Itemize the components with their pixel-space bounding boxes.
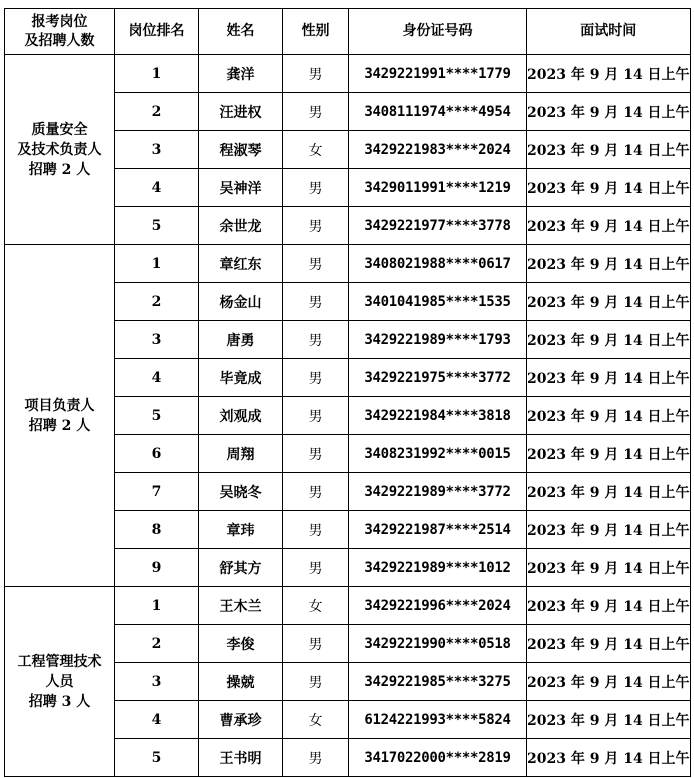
header-name: 姓名: [199, 9, 283, 55]
header-interview-time: 面试时间: [527, 9, 691, 55]
rank-cell: 4: [115, 359, 199, 397]
name-cell: 曹承珍: [199, 701, 283, 739]
name-cell: 杨金山: [199, 283, 283, 321]
interview-time-cell: 2023 年 9 月 14 日上午: [527, 397, 691, 435]
name-cell: 余世龙: [199, 207, 283, 245]
interview-time-cell: 2023 年 9 月 14 日上午: [527, 321, 691, 359]
id-number-cell: 3429011991****1219: [349, 169, 527, 207]
gender-cell: 男: [283, 663, 349, 701]
rank-cell: 3: [115, 663, 199, 701]
gender-cell: 男: [283, 207, 349, 245]
position-group-label-line: 项目负责人: [24, 397, 95, 414]
name-cell: 操兢: [199, 663, 283, 701]
gender-cell: 男: [283, 435, 349, 473]
name-cell: 程淑琴: [199, 131, 283, 169]
id-number-cell: 3429221984****3818: [349, 397, 527, 435]
name-cell: 王木兰: [199, 587, 283, 625]
gender-cell: 男: [283, 511, 349, 549]
rank-cell: 4: [115, 701, 199, 739]
name-cell: 吴晓冬: [199, 473, 283, 511]
name-cell: 刘观成: [199, 397, 283, 435]
interview-time-cell: 2023 年 9 月 14 日上午: [527, 549, 691, 587]
position-group-label-line: 招聘 2 人: [28, 161, 91, 178]
id-number-cell: 3408231992****0015: [349, 435, 527, 473]
rank-cell: 7: [115, 473, 199, 511]
interview-time-cell: 2023 年 9 月 14 日上午: [527, 473, 691, 511]
name-cell: 章玮: [199, 511, 283, 549]
gender-cell: 男: [283, 549, 349, 587]
interview-time-cell: 2023 年 9 月 14 日上午: [527, 435, 691, 473]
name-cell: 王书明: [199, 739, 283, 777]
gender-cell: 男: [283, 93, 349, 131]
position-group-cell: [5, 245, 115, 587]
id-number-cell: 3429221990****0518: [349, 625, 527, 663]
id-number-cell: 3429221985****3275: [349, 663, 527, 701]
gender-cell: 男: [283, 245, 349, 283]
gender-cell: 男: [283, 55, 349, 93]
gender-cell: 女: [283, 131, 349, 169]
interview-time-cell: 2023 年 9 月 14 日上午: [527, 587, 691, 625]
gender-cell: 男: [283, 473, 349, 511]
gender-cell: 男: [283, 283, 349, 321]
gender-cell: 男: [283, 739, 349, 777]
id-number-cell: 3429221987****2514: [349, 511, 527, 549]
position-group-label-line: 及技术负责人: [17, 141, 102, 158]
gender-cell: 男: [283, 321, 349, 359]
interview-time-cell: 2023 年 9 月 14 日上午: [527, 245, 691, 283]
interview-time-cell: 2023 年 9 月 14 日上午: [527, 359, 691, 397]
header-row: [5, 9, 691, 55]
gender-cell: 女: [283, 701, 349, 739]
table-row: [5, 587, 691, 625]
id-number-cell: 3417022000****2819: [349, 739, 527, 777]
header-gender: 性别: [283, 9, 349, 55]
interview-schedule-table: [4, 8, 691, 777]
rank-cell: 3: [115, 321, 199, 359]
interview-time-cell: 2023 年 9 月 14 日上午: [527, 701, 691, 739]
rank-cell: 5: [115, 207, 199, 245]
id-number-cell: 3429221989****1012: [349, 549, 527, 587]
id-number-cell: 3429221975****3772: [349, 359, 527, 397]
interview-time-cell: 2023 年 9 月 14 日上午: [527, 739, 691, 777]
interview-time-cell: 2023 年 9 月 14 日上午: [527, 625, 691, 663]
interview-time-cell: 2023 年 9 月 14 日上午: [527, 169, 691, 207]
id-number-cell: 3429221989****1793: [349, 321, 527, 359]
rank-cell: 2: [115, 283, 199, 321]
position-group-label-line: 人员: [45, 673, 74, 690]
header-position: [5, 9, 115, 55]
header-rank: 岗位排名: [115, 9, 199, 55]
table-row: [5, 245, 691, 283]
id-number-cell: 3429221989****3772: [349, 473, 527, 511]
interview-time-cell: 2023 年 9 月 14 日上午: [527, 131, 691, 169]
name-cell: 李俊: [199, 625, 283, 663]
gender-cell: 女: [283, 587, 349, 625]
id-number-cell: 3429221991****1779: [349, 55, 527, 93]
gender-cell: 男: [283, 397, 349, 435]
position-group-label-line: 工程管理技术: [17, 653, 102, 670]
id-number-cell: 3429221996****2024: [349, 587, 527, 625]
id-number-cell: 6124221993****5824: [349, 701, 527, 739]
name-cell: 周翔: [199, 435, 283, 473]
table-body: [5, 55, 691, 777]
rank-cell: 2: [115, 93, 199, 131]
header-id-number: 身份证号码: [349, 9, 527, 55]
rank-cell: 1: [115, 55, 199, 93]
position-group-label-line: 招聘 3 人: [28, 693, 91, 710]
rank-cell: 1: [115, 587, 199, 625]
interview-time-cell: 2023 年 9 月 14 日上午: [527, 283, 691, 321]
id-number-cell: 3429221983****2024: [349, 131, 527, 169]
name-cell: 龚洋: [199, 55, 283, 93]
name-cell: 吴神洋: [199, 169, 283, 207]
interview-time-cell: 2023 年 9 月 14 日上午: [527, 55, 691, 93]
name-cell: 汪进权: [199, 93, 283, 131]
rank-cell: 6: [115, 435, 199, 473]
gender-cell: 男: [283, 359, 349, 397]
position-group-label-line: 招聘 2 人: [28, 417, 91, 434]
table-row: [5, 55, 691, 93]
position-group-cell: [5, 55, 115, 245]
header-position-line2: 及招聘人数: [24, 32, 95, 49]
rank-cell: 4: [115, 169, 199, 207]
rank-cell: 3: [115, 131, 199, 169]
rank-cell: 1: [115, 245, 199, 283]
id-number-cell: 3408111974****4954: [349, 93, 527, 131]
position-group-label-line: 质量安全: [31, 121, 88, 138]
position-group-cell: [5, 587, 115, 777]
name-cell: 唐勇: [199, 321, 283, 359]
interview-time-cell: 2023 年 9 月 14 日上午: [527, 207, 691, 245]
name-cell: 章红东: [199, 245, 283, 283]
header-position-line1: 报考岗位: [31, 13, 88, 30]
interview-time-cell: 2023 年 9 月 14 日上午: [527, 93, 691, 131]
interview-time-cell: 2023 年 9 月 14 日上午: [527, 663, 691, 701]
rank-cell: 8: [115, 511, 199, 549]
name-cell: 舒其方: [199, 549, 283, 587]
id-number-cell: 3429221977****3778: [349, 207, 527, 245]
rank-cell: 5: [115, 397, 199, 435]
rank-cell: 9: [115, 549, 199, 587]
interview-time-cell: 2023 年 9 月 14 日上午: [527, 511, 691, 549]
id-number-cell: 3401041985****1535: [349, 283, 527, 321]
gender-cell: 男: [283, 625, 349, 663]
rank-cell: 2: [115, 625, 199, 663]
id-number-cell: 3408021988****0617: [349, 245, 527, 283]
rank-cell: 5: [115, 739, 199, 777]
gender-cell: 男: [283, 169, 349, 207]
name-cell: 毕竟成: [199, 359, 283, 397]
